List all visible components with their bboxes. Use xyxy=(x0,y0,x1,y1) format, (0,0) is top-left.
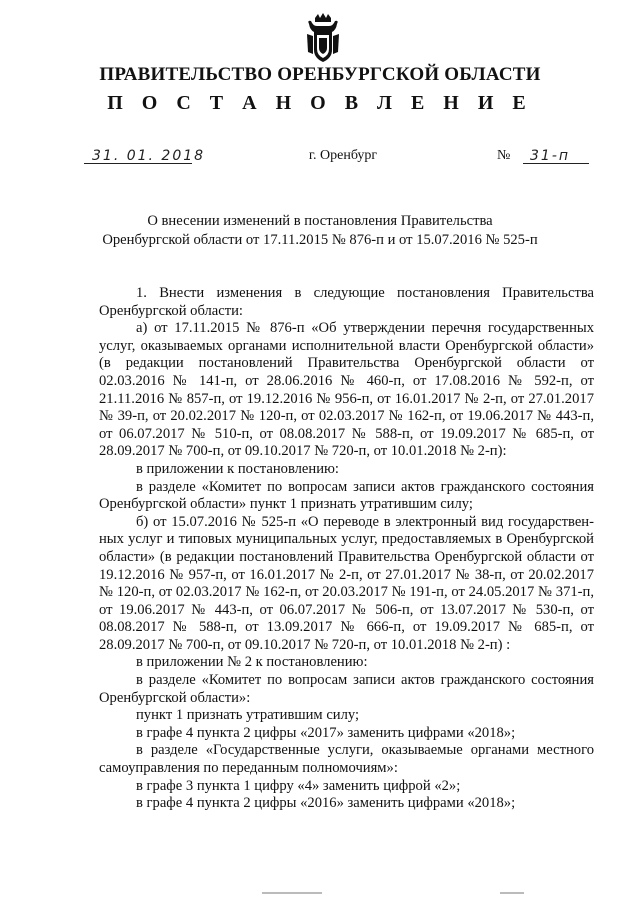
number-label: № xyxy=(497,148,511,163)
body-paragraph: пункт 1 признать утратившим силу; xyxy=(136,707,360,724)
organization-title: ПРАВИТЕЛЬСТВО ОРЕНБУРГСКОЙ ОБЛАСТИ xyxy=(99,64,541,85)
body-paragraph: в графе 3 пункта 1 цифру «4» заменить цифрой «2»; xyxy=(136,777,461,794)
body-paragraph: 1. Внести изменения в следующие постановления Правительства Оренбургской области: xyxy=(99,285,594,319)
body-paragraph: б) от 15.07.2016 № 525-п «О переводе в электронный вид государственных услуг и типовых муниципальных услуг, предоставляемых в Оренбургской области» (в редакции постановлений Правительства Оренбургской области от 19.12.2016 № 957-п, от 16.01.2017 № 2-п, от 27.01.2017 № 38-п, от 20.02.2017 № 120-п, от 02.03.2017 № 162-п, от 20.03.2017 № 191-п, от 24.05.2017 № 371-п, от 19.06.2017 № 443-п, от 06.07.2017 № 506-п, от 13.07.2017 № 530-п, от 08.08.2017 № 588-п, от 13.09.2017 № 666-п, от 19.09.2017 № 685-п, от 28.09.2017 № 700-п, от 09.10.2017 № 720-п, от 10.01.2018 № 2-п) : xyxy=(99,513,594,653)
body-paragraph: в графе 4 пункта 2 цифры «2017» заменить цифрами «2018»; xyxy=(136,724,516,741)
body-paragraph: в разделе «Государственные услуги, оказываемые органами местного самоуправления по переданным полномочиям»: xyxy=(99,742,594,777)
document-type-title: П О С Т А Н О В Л Е Н И Е xyxy=(107,92,533,114)
document-body xyxy=(99,285,594,813)
body-paragraph: в разделе «Комитет по вопросам записи актов гражданского состояния Оренбургской области» пункт 1 признать утратившим силу; xyxy=(99,478,594,513)
document-city: г. Оренбург xyxy=(308,148,378,163)
date-underline xyxy=(84,163,192,164)
body-paragraph: в разделе «Комитет по вопросам записи актов гражданского состояния Оренбургской области»: xyxy=(99,672,594,706)
body-paragraph: в графе 4 пункта 2 цифры «2016» заменить цифрами «2018»; xyxy=(136,795,516,812)
scan-artifact xyxy=(262,892,322,894)
body-paragraph: а) от 17.11.2015 № 876-п «Об утверждении перечня государственных услуг, оказываемых органами исполнительной власти Оренбургской области» (в редакции постановлений Правительства Оренбургской области от 02.03.2016 № 141-п, от 28.06.2016 № 460-п, от 17.08.2016 № 592-п, от 21.11.2016 № 857-п, от 19.12.2016 № 956-п, от 16.01.2017 № 2-п, от 27.01.2017 № 39-п, от 20.02.2017 № 120-п, от 02.03.2017 № 162-п, от 19.06.2017 № 443-п, от 06.07.2017 № 510-п, от 08.08.2017 № 588-п, от 19.09.2017 № 685-п, от 28.09.2017 № 700-п, от 09.10.2017 № 720-п, от 10.01.2018 № 2-п): xyxy=(99,320,594,460)
number-underline xyxy=(523,163,589,164)
subject-line-1: О внесении изменений в постановления Правительства xyxy=(147,213,493,229)
body-paragraph: в приложении к постановлению: xyxy=(136,460,339,477)
subject-line-2: Оренбургской области от 17.11.2015 № 876-п и от 15.07.2016 № 525-п xyxy=(102,232,538,248)
document-date: 31. 01. 2018 xyxy=(92,148,206,164)
document-subject xyxy=(60,212,580,250)
coat-of-arms-icon xyxy=(305,12,341,64)
scan-artifact xyxy=(500,892,524,894)
document-number: 31-п xyxy=(530,148,571,164)
body-paragraph: в приложении № 2 к постановлению: xyxy=(136,654,368,671)
